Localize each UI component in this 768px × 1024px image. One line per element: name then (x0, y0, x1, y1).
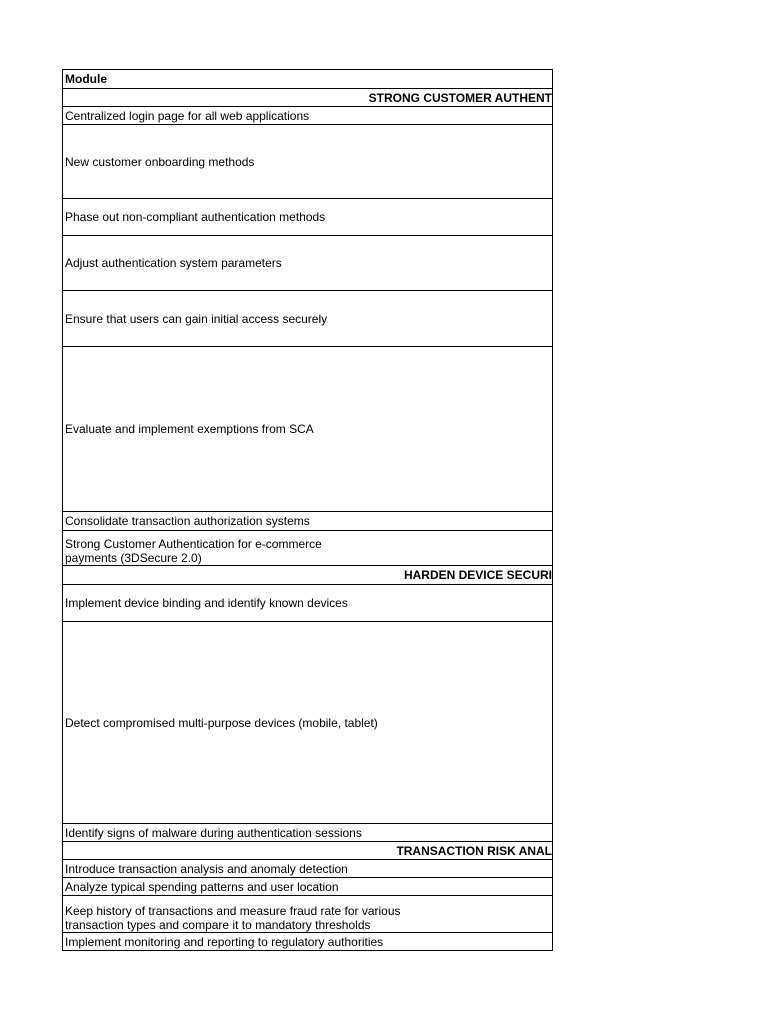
section-title: STRONG CUSTOMER AUTHENT (368, 90, 552, 105)
table-row[interactable] (63, 125, 552, 199)
cell-text: Implement device binding and identify known devices (65, 596, 348, 610)
section-header-harden-device-security[interactable] (63, 566, 552, 585)
table-row[interactable] (63, 622, 552, 824)
cell-text: Centralized login page for all web applications (65, 108, 310, 123)
cell-text: Implement monitoring and reporting to regulatory authorities (65, 934, 384, 949)
table-row[interactable] (63, 347, 552, 512)
table-row[interactable] (63, 860, 552, 878)
section-header-transaction-risk-analysis[interactable] (63, 842, 552, 860)
section-title: TRANSACTION RISK ANAL (396, 843, 552, 858)
table-row[interactable] (63, 878, 552, 896)
column-header-module[interactable] (63, 70, 552, 89)
cell-text: Keep history of transactions and measure fraud rate for various transaction types and compare it to mandatory thresholds (65, 904, 401, 932)
spreadsheet-table (62, 69, 553, 951)
table-row[interactable] (63, 531, 552, 566)
cell-text: Introduce transaction analysis and anomaly detection (65, 861, 348, 876)
cell-text: Phase out non-compliant authentication methods (65, 210, 326, 224)
cell-text: Strong Customer Authentication for e-commerce payments (3DSecure 2.0) (65, 537, 322, 565)
table-row[interactable] (63, 236, 552, 291)
header-label: Module (65, 72, 107, 86)
table-row[interactable] (63, 107, 552, 125)
table-row[interactable] (63, 824, 552, 842)
section-header-strong-customer-authentication[interactable] (63, 89, 552, 107)
table-row[interactable] (63, 896, 552, 933)
cell-text: Adjust authentication system parameters (65, 256, 282, 270)
table-row[interactable] (63, 199, 552, 236)
cell-text: Identify signs of malware during authentication sessions (65, 825, 362, 840)
cell-text: New customer onboarding methods (65, 154, 255, 169)
cell-text: Evaluate and implement exemptions from SCA (65, 422, 314, 436)
cell-text: Analyze typical spending patterns and user location (65, 879, 339, 894)
table-row[interactable] (63, 512, 552, 531)
table-row[interactable] (63, 585, 552, 622)
cell-text: Detect compromised multi-purpose devices (mobile, tablet) (65, 715, 378, 730)
table-row[interactable] (63, 291, 552, 347)
section-title: HARDEN DEVICE SECURI (403, 568, 552, 582)
cell-text: Consolidate transaction authorization systems (65, 514, 310, 528)
table-row[interactable] (63, 933, 552, 951)
cell-text: Ensure that users can gain initial access securely (65, 311, 328, 326)
